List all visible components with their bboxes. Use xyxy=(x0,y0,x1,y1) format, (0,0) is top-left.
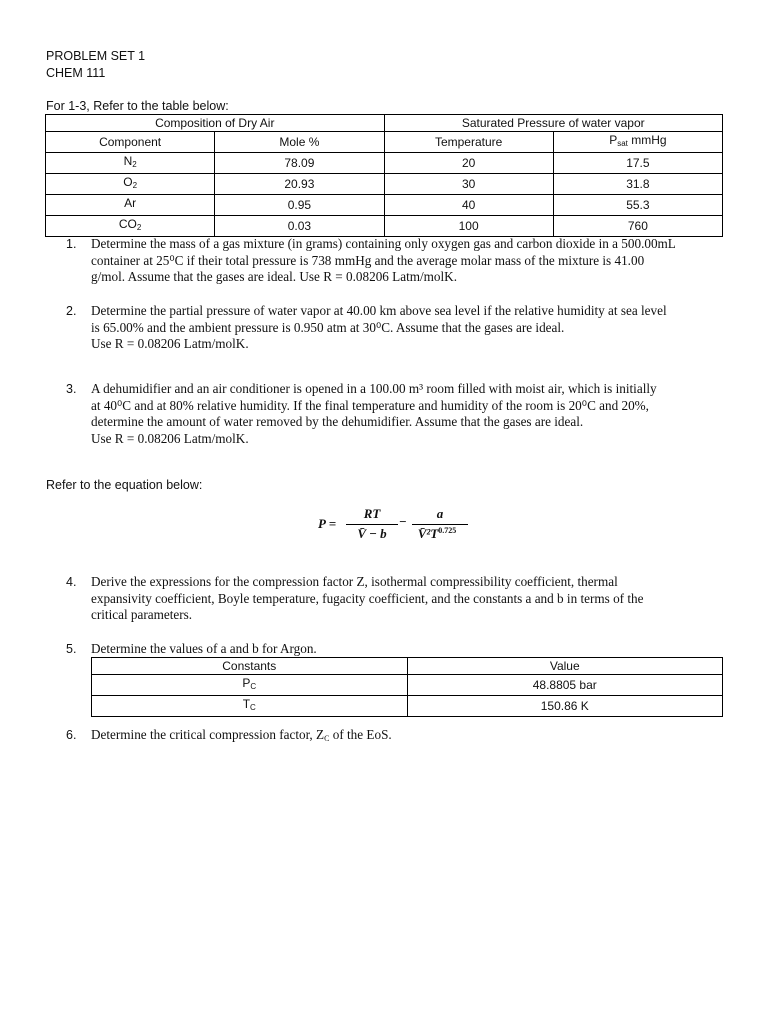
temp-cell: 100 xyxy=(384,216,553,237)
psat-cell: 17.5 xyxy=(553,153,722,174)
equation-of-state xyxy=(318,502,518,550)
component-cell: $N_2$ xyxy=(46,153,215,174)
question-6: 6. Determine the critical compression factor, $Z_C$ of the EoS. xyxy=(66,727,392,743)
table-row xyxy=(46,195,723,216)
question-number: 2. xyxy=(66,304,77,318)
component-cell: $O_2$ xyxy=(46,174,215,195)
table-row xyxy=(92,675,723,696)
fraction-2-denominator: $V̄^2T^{0.725}$ xyxy=(417,526,457,541)
question-number: 5. xyxy=(66,642,77,656)
question-3: 3. A dehumidifier and an air conditioner is opened in a 100.00 m³ room filled with moist air, which is initially at 40⁰C and at 80% relative humidity. If the final temperature and humidity of the room is 20⁰C and 20%, determine the amount of water removed by the dehumidifier. Assume that the gases are ideal. Use R = 0.08206 Latm/molK. xyxy=(66,381,657,446)
col-value: Value xyxy=(407,658,723,675)
mole-cell: 0.03 xyxy=(215,216,384,237)
question-number: 3. xyxy=(66,382,77,396)
mole-cell: 78.09 xyxy=(215,153,384,174)
equation-lhs: P = xyxy=(318,516,337,531)
col-psat: $P_{sat}$ mmHg xyxy=(553,132,722,153)
temp-cell: 20 xyxy=(384,153,553,174)
question-4: 4. Derive the expressions for the compression factor Z, isothermal compressibility coefficient, thermal expansivity coefficient, Boyle temperature, fugacity coefficient, and the constants a and b in terms of the critical parameters. xyxy=(66,574,644,623)
temp-cell: 40 xyxy=(384,195,553,216)
fraction-1-denominator: V̄ − b xyxy=(357,526,387,541)
psat-cell: 55.3 xyxy=(553,195,722,216)
fraction-2-line xyxy=(412,524,468,525)
table-row xyxy=(46,216,723,237)
dry-air-title: Composition of Dry Air xyxy=(46,115,385,132)
fraction-2-numerator: a xyxy=(436,506,444,521)
question-number: 1. xyxy=(66,237,77,251)
equation-minus: − xyxy=(399,514,407,529)
table-row xyxy=(92,696,723,717)
question-2: 2. Determine the partial pressure of water vapor at 40.00 km above sea level if the relative humidity at sea level is 65.00% and the ambient pressure is 0.950 atm at 30⁰C. Assume that the gases are ideal. Use R = 0.08206 Latm/molK. xyxy=(66,303,667,352)
psat-cell: 31.8 xyxy=(553,174,722,195)
mole-cell: 0.95 xyxy=(215,195,384,216)
temp-cell: 30 xyxy=(384,174,553,195)
component-cell: Ar xyxy=(46,195,215,216)
question-5: 5. Determine the values of a and b for Argon. xyxy=(66,641,317,656)
problem-set-title: PROBLEM SET 1 xyxy=(46,49,146,63)
air-composition-table xyxy=(45,114,723,237)
col-mole: Mole % xyxy=(215,132,384,153)
constant-cell: $P_C$ xyxy=(92,675,408,696)
question-1: 1. Determine the mass of a gas mixture (in grams) containing only oxygen gas and carbon dioxide in a 500.00mL container at 25⁰C if their total pressure is 738 mmHg and the average molar mass of the mixture is 41.00 g/mol. Assume that the gases are ideal. Use R = 0.08206 Latm/molK. xyxy=(66,236,676,285)
fraction-1-line xyxy=(346,524,398,525)
table-row xyxy=(46,153,723,174)
course-code: CHEM 111 xyxy=(46,66,106,80)
mole-cell: 20.93 xyxy=(215,174,384,195)
component-cell: $CO_2$ xyxy=(46,216,215,237)
table-row xyxy=(46,174,723,195)
psat-cell: 760 xyxy=(553,216,722,237)
col-temperature: Temperature xyxy=(384,132,553,153)
table-intro: For 1-3, Refer to the table below: xyxy=(46,99,229,113)
question-number: 4. xyxy=(66,575,77,589)
fraction-1-numerator: RT xyxy=(363,506,381,521)
argon-constants-table xyxy=(91,657,723,717)
value-cell: 150.86 K xyxy=(407,696,723,717)
col-component: Component xyxy=(46,132,215,153)
question-number: 6. xyxy=(66,728,77,742)
equation-intro: Refer to the equation below: xyxy=(46,478,203,492)
water-vapor-title: Saturated Pressure of water vapor xyxy=(384,115,723,132)
col-constants: Constants xyxy=(92,658,408,675)
constant-cell: $T_C$ xyxy=(92,696,408,717)
value-cell: 48.8805 bar xyxy=(407,675,723,696)
